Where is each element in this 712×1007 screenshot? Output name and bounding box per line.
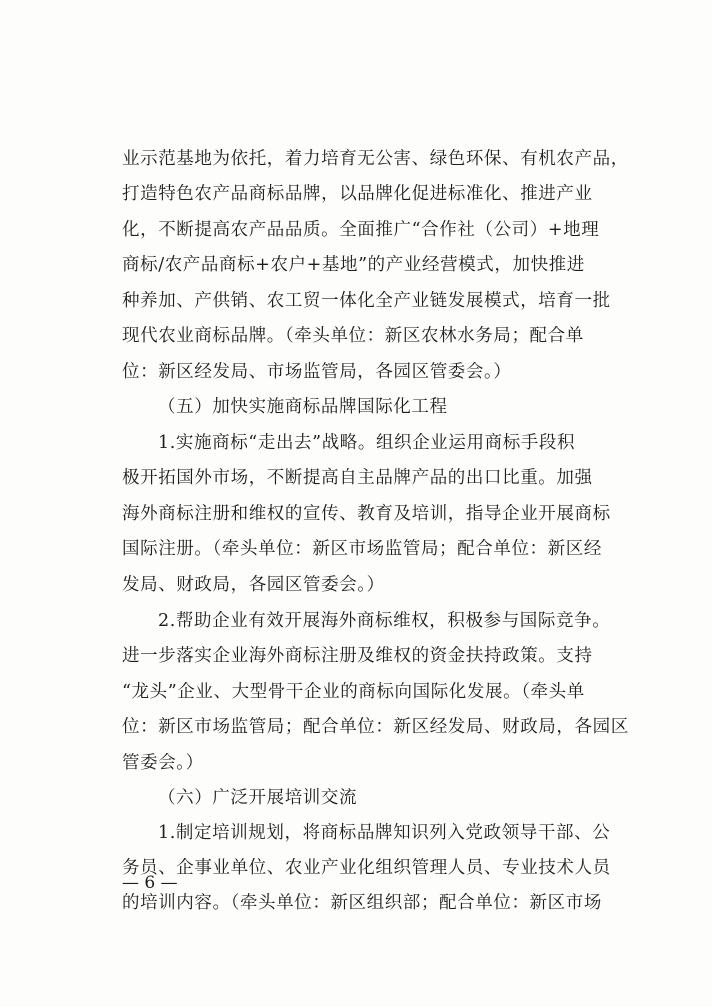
text-line: 极开拓国外市场，不断提高自主品牌产品的出口比重。加强	[122, 468, 593, 488]
text-line: 管委会。）	[122, 753, 204, 773]
text-line: 化，不断提高农产品品质。全面推广“合作社（公司）+地理	[122, 220, 600, 240]
text-line: 发局、财政局，各园区管委会。）	[122, 575, 385, 595]
text-line: 国际注册。（牵头单位：新区市场监管局；配合单位：新区经	[122, 539, 602, 559]
text-line: 打造特色农产品商标品牌，以品牌化促进标准化、推进产业	[122, 184, 593, 204]
text-line: 1.制定培训规划，将商标品牌知识列入党政领导干部、公	[158, 823, 611, 843]
text-line: 商标/农产品商标+农户+基地”的产业经营模式，加快推进	[122, 255, 585, 275]
text-line: “龙头”企业、大型骨干企业的商标向国际化发展。（牵头单	[122, 682, 585, 702]
text-line: （五）加快实施商标品牌国际化工程	[158, 397, 448, 417]
text-line: 现代农业商标品牌。（牵头单位：新区农林水务局；配合单	[122, 326, 584, 346]
text-line: 2.帮助企业有效开展海外商标维权，积极参与国际竞争。	[158, 611, 611, 631]
text-line: 种养加、产供销、农工贸一体化全产业链发展模式，培育一批	[122, 291, 611, 311]
text-line: 位：新区经发局、市场监管局，各园区管委会。）	[122, 362, 512, 382]
text-line: 务员、企事业单位、农业产业化组织管理人员、专业技术人员	[122, 858, 611, 878]
text-line: 的培训内容。（牵头单位：新区组织部；配合单位：新区市场	[122, 893, 602, 913]
text-line: 海外商标注册和维权的宣传、教育及培训，指导企业开展商标	[122, 504, 611, 524]
page-number: — 6 —	[122, 873, 178, 893]
text-line: 1.实施商标“走出去”战略。组织企业运用商标手段积	[158, 433, 576, 453]
text-line: （六）广泛开展培训交流	[158, 788, 358, 808]
text-line: 进一步落实企业海外商标注册及维权的资金扶持政策。支持	[122, 646, 593, 666]
text-line: 业示范基地为依托，着力培育无公害、绿色环保、有机农产品，	[122, 149, 629, 169]
text-line: 位：新区市场监管局；配合单位：新区经发局、财政局，各园区	[122, 717, 629, 737]
